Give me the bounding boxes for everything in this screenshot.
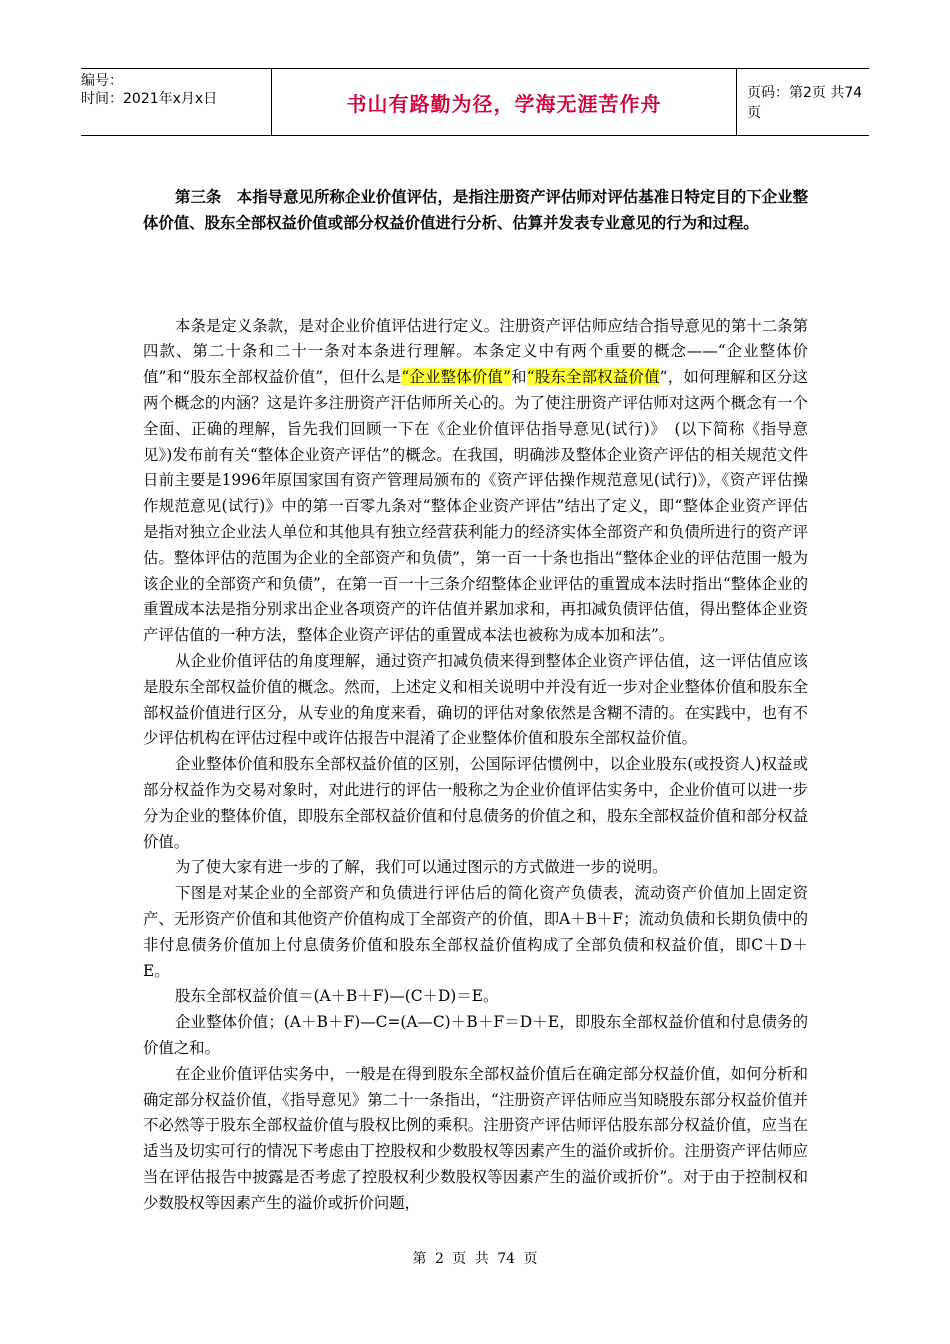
document-body [143, 185, 808, 1216]
paragraph-1 [143, 314, 808, 649]
paragraph-7: 企业整体价值；(A＋B＋F)—C=(A—C)＋B＋F＝D＋E，即股东全部权益价值和付息债务的价值之和。 [143, 1013, 808, 1057]
highlight-enterprise-value: “企业整体价值” [401, 368, 511, 387]
page-footer: 第 2 页 共 74 页 [412, 1251, 538, 1267]
header-page-info: 页码：第2页 共74页 [747, 85, 863, 121]
paragraph-6: 股东全部权益价值＝(A＋B＋F)—(C＋D)＝E。 [175, 987, 499, 1006]
paragraph-5: 下图是对某企业的全部资产和负债进行评估后的简化资产负债表，流动资产价值加上固定资产、无形资产价值和其他资产价值构成丁全部资产的价值，即A＋B＋F；流动负债和长期负债中的非付息债务价值加上付息债务价值和股东全部权益价值构成了全部负债和权益价值，即C＋D＋E。 [143, 884, 808, 980]
header-motto: 书山有路勤为径，学海无涯苦作舟 [271, 69, 737, 135]
p1-text-a: 本条是定义条款，是对企业价值评估进行定义。注册资产评估师应结合指导意见的第十二条第四款、第二十条和二十一条对本条进行理解。本条定义中有两个重要的概念——“企业整体价值”和“股东全部权益价值”，但什么是 [143, 316, 808, 387]
number-label: 编号： [81, 73, 123, 89]
p1-text-c: ”，如何理解和区分这两个概念的内涵？这是许多注册资产汗估师所关心的。为了使注册资产评估师对这两个概念有一个全面、正确的理解，旨先我们回顾一下在《企业价值评估指导意见(试行)》 (以下简称《指导意见》)发布前有关“整体企业资产评估”的概念。在我国，明确涉及整体企业资产评估的相关规范文件日前主要是1996年原国家国有资产管理局颁布的《资产评估操作规范意见(试行)》，《资产评估操作规范意见(试行)》中的第一百零九条对“整体企业资产评估”结出了定义，即“整体企业资产评估是指对独立企业法人单位和其他具有独立经营获利能力的经济实体全部资产和负债所进行的资产评估。整体评估的范围为企业的全部资产和负债”，第一百一十条也指出“整体企业的评估范围一般为该企业的全部资产和负债”，在第一百一十三条介绍整体企业评估的重置成本法时指出“整体企业的重置成本法是指分别求出企业各项资产的许估值并累加求和，再扣减负债评估值，得出整体企业资产评估值的一种方法，整体企业资产评估的重置成本法也被称为成本加和法”。 [143, 368, 808, 645]
paragraph-2: 从企业价值评估的角度理解，通过资产扣减负债来得到整体企业资产评估值，这一评估值应该是股东全部权益价值的概念。然而，上述定义和相关说明中并没有近一步对企业整体价值和股东全部权益价值进行区分，从专业的角度来看，确切的评估对象依然是含糊不清的。在实践中，也有不少评估机构在评估过程中或许估报告中混淆了企业整体价值和股东全部权益价值。 [143, 651, 808, 748]
paragraph-8: 在企业价值评估实务中，一般是在得到股东全部权益价值后在确定部分权益价值，如何分析和确定部分权益价值，《指导意见》第二十一条指出，“注册资产评估师应当知晓股东部分权益价值并不必然等于股东全部权益价值与股权比例的乘积。注册资产评估师评估股东部分权益价值，应当在适当及切实可行的情况下考虑由丁控股权和少数股权等因素产生的溢价或折价。注册资产评估师应当在评估报告中披露是否考虑了控股权利少数股权等因素产生的溢价或折价”。对于由于控制权和少数股权等因素产生的溢价或折价问题， [143, 1064, 808, 1212]
p1-text-b: 和 [510, 368, 527, 387]
header-meta [81, 69, 271, 135]
article-3: 第三条 本指导意见所称企业价值评估，是指注册资产评估师对评估基准日特定目的下企业整体价值、股东全部权益价值或部分权益价值进行分析、估算并发表专业意见的行为和过程。 [143, 188, 808, 232]
paragraph-3: 企业整体价值和股东全部权益价值的区别，公国际评估惯例中，以企业股东(或投资人)权益或部分权益作为交易对象时，对此进行的评估一般称之为企业价值评估实务中，企业价值可以进一步分为企业的整体价值，即股东全部权益价值和付息债务的价值之和，股东全部权益价值和部分权益价值。 [143, 755, 808, 851]
paragraph-4: 为了使大家有进一步的了解，我们可以通过图示的方式做进一步的说明。 [175, 858, 668, 877]
time-label: 时间：2021年x月x日 [81, 91, 218, 107]
highlight-equity-value: “股东全部权益价值 [526, 368, 660, 387]
page-header [81, 68, 869, 136]
